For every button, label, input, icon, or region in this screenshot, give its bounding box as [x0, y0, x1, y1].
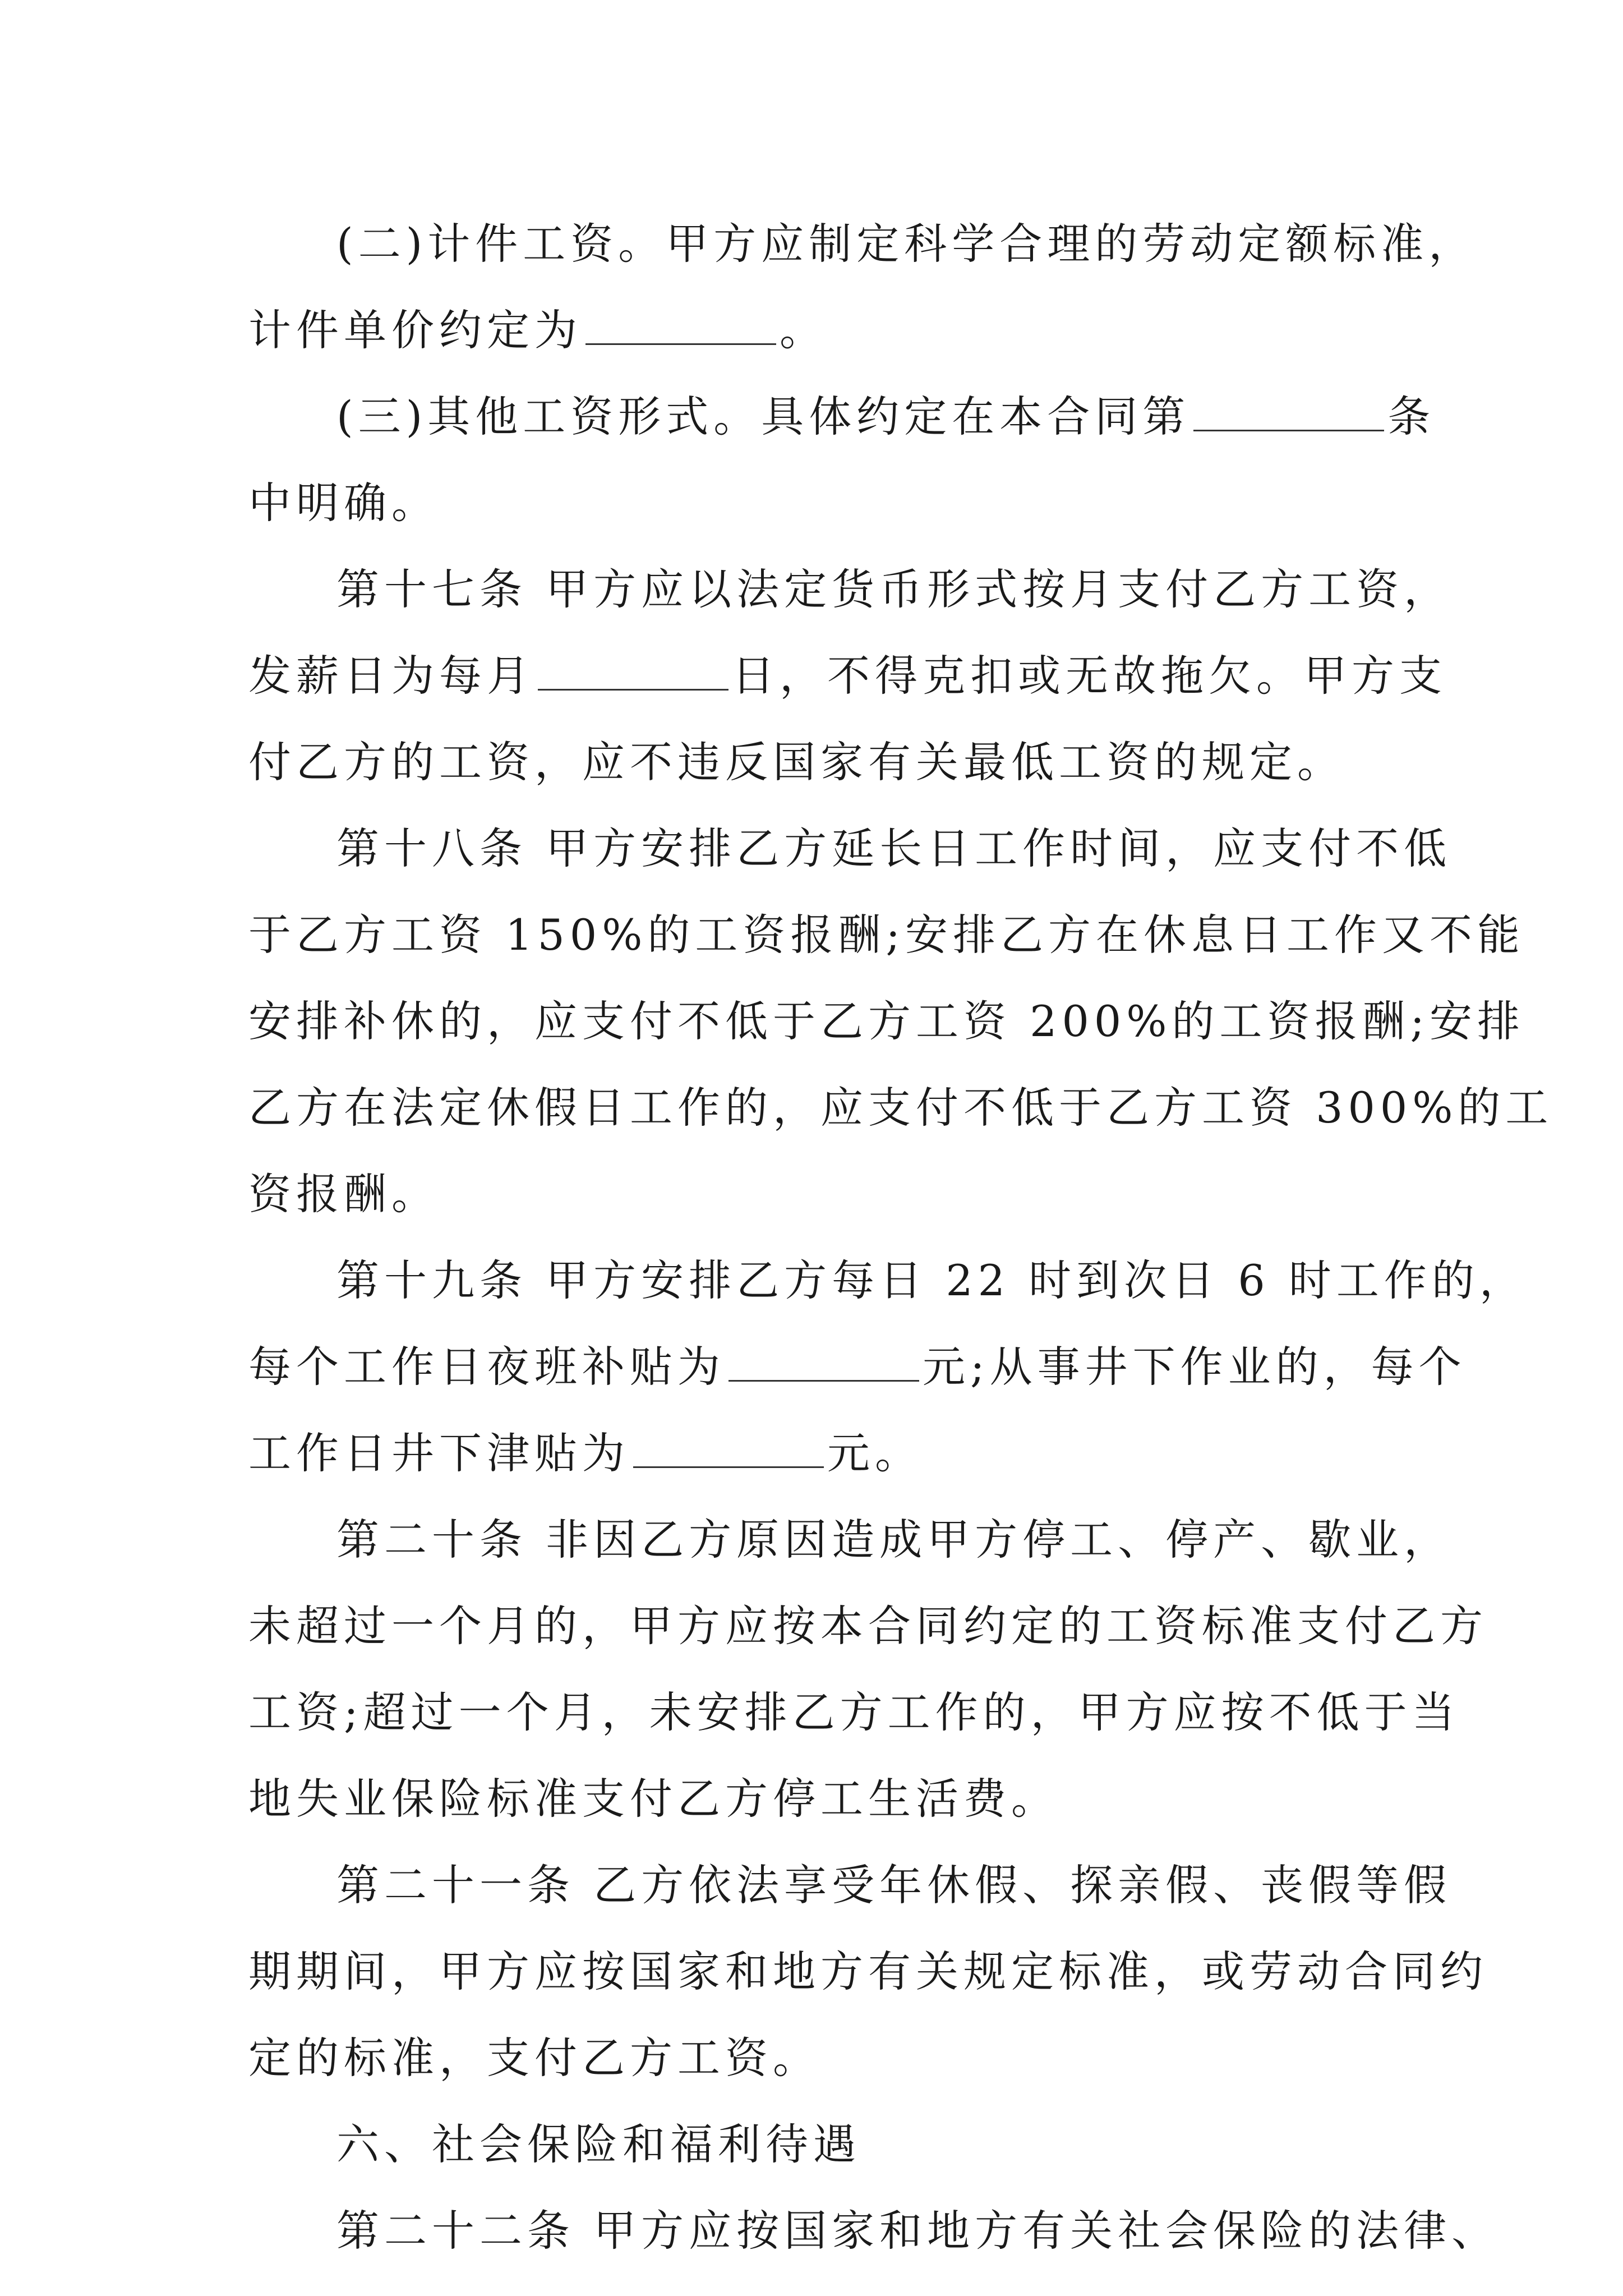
text-segment: 第十九条 甲方安排乙方每日 22 时到次日 6 时工作的，: [336, 1255, 1527, 1305]
text-line: [248, 1842, 1452, 1929]
text-segment: 付乙方的工资，应不违反国家有关最低工资的规定。: [248, 737, 1345, 787]
text-segment: 元;从事井下作业的，每个: [923, 1342, 1467, 1392]
text-line: [248, 2188, 1500, 2274]
text-line: [248, 201, 1477, 287]
text-segment: 第十七条 甲方应以法定货币形式按月支付乙方工资，: [336, 564, 1452, 614]
fill-in-blank: [538, 655, 728, 691]
text-line: [248, 806, 1452, 892]
text-line: [248, 978, 1525, 1065]
text-segment: 元。: [827, 1428, 923, 1478]
text-segment: 日，不得克扣或无故拖欠。甲方支: [732, 651, 1447, 701]
text-line: [248, 1065, 1553, 1151]
text-segment: 工作日井下津贴为: [248, 1428, 630, 1478]
text-line: [248, 1669, 1460, 1756]
text-segment: 期期间，甲方应按国家和地方有关规定标准，或劳动合同约: [248, 1947, 1488, 1996]
text-line: [248, 287, 1393, 374]
text-line: [248, 1583, 1488, 1669]
text-line: [248, 1237, 1527, 1324]
text-segment: 计件单价约定为: [248, 305, 582, 355]
text-line: [248, 1151, 1393, 1237]
text-line: [248, 1324, 1467, 1410]
text-line: [248, 1410, 1393, 1497]
text-segment: 六、社会保险和福利待遇: [336, 2119, 861, 2169]
text-segment: 发薪日为每月: [248, 651, 534, 701]
text-segment: (三)其他工资形式。具体约定在本合同第: [336, 392, 1191, 441]
text-line: [248, 719, 1393, 806]
text-segment: 于乙方工资 150%的工资报酬;安排乙方在休息日工作又不能: [248, 910, 1525, 960]
text-segment: 地失业保险标准支付乙方停工生活费。: [248, 1774, 1059, 1824]
text-line: [248, 460, 1393, 546]
text-line: [248, 892, 1525, 978]
text-line: [248, 1756, 1393, 1842]
text-line: [248, 633, 1447, 719]
text-line: [248, 546, 1452, 633]
text-segment: 定的标准，支付乙方工资。: [248, 2033, 820, 2083]
text-segment: 第二十二条 甲方应按国家和地方有关社会保险的法律、: [336, 2206, 1500, 2256]
fill-in-blank: [633, 1433, 824, 1468]
text-segment: 第二十条 非因乙方原因造成甲方停工、停产、歇业，: [336, 1515, 1452, 1565]
text-segment: 条: [1387, 392, 1436, 441]
text-segment: 乙方在法定休假日工作的，应支付不低于乙方工资 300%的工: [248, 1083, 1553, 1133]
fill-in-blank: [728, 1346, 919, 1382]
text-line: [248, 1497, 1452, 1583]
text-segment: 每个工作日夜班补贴为: [248, 1342, 725, 1392]
fill-in-blank: [585, 310, 776, 345]
text-segment: 安排补休的，应支付不低于乙方工资 200%的工资报酬;安排: [248, 996, 1525, 1046]
fill-in-blank: [1193, 396, 1384, 431]
text-segment: 资报酬。: [248, 1169, 439, 1219]
text-segment: 中明确。: [248, 478, 439, 528]
document-body: [248, 201, 1553, 2274]
text-line: [248, 2015, 1393, 2101]
text-segment: 第二十一条 乙方依法享受年休假、探亲假、丧假等假: [336, 1860, 1452, 1910]
text-segment: 工资;超过一个月，未安排乙方工作的，甲方应按不低于当: [248, 1687, 1460, 1737]
text-segment: 未超过一个月的，甲方应按本合同约定的工资标准支付乙方: [248, 1601, 1488, 1651]
text-line: [248, 1929, 1488, 2015]
text-segment: 。: [780, 305, 827, 355]
text-segment: (二)计件工资。甲方应制定科学合理的劳动定额标准，: [336, 219, 1477, 269]
text-line: [248, 2101, 1393, 2188]
text-segment: 第十八条 甲方安排乙方延长日工作时间，应支付不低: [336, 823, 1452, 873]
text-line: [248, 374, 1436, 460]
